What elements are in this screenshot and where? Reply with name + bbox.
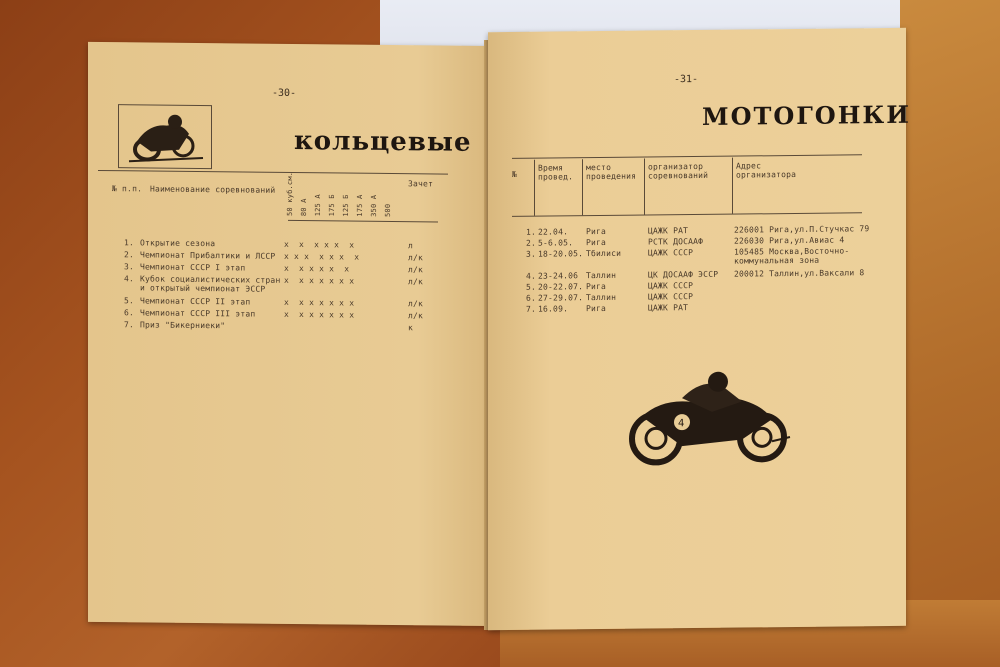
row-address: 105485 Москва,Восточно- коммунальная зона xyxy=(734,246,850,266)
row-place: Рига xyxy=(586,226,607,237)
row-number: 2. xyxy=(124,250,135,260)
row-number: 5. xyxy=(124,296,135,306)
motorcycle-stamp-image xyxy=(118,104,212,169)
motorcycle-racer-illustration xyxy=(622,367,792,469)
row-date: 23-24.06 xyxy=(538,271,579,281)
r-col-sep-1 xyxy=(534,160,535,216)
row-number: 5. xyxy=(526,282,537,292)
row-date: 27-29.07. xyxy=(538,293,584,303)
class-header: 50 куб.см. xyxy=(286,171,294,216)
row-organizer: ЦАЖК РАТ xyxy=(648,303,689,313)
col-number-header: № п.п. xyxy=(112,184,143,194)
row-organizer: ЦАЖК СССР xyxy=(648,281,694,291)
row-number: 7. xyxy=(124,320,135,330)
row-organizer: ЦАЖК РАТ xyxy=(648,226,689,236)
row-credit: л/к xyxy=(408,311,424,321)
class-header: 175 Б xyxy=(328,194,336,217)
left-page-number: -30- xyxy=(272,87,297,100)
class-header: 500 xyxy=(384,203,392,218)
row-organizer: ЦАЖК СССР xyxy=(648,292,694,302)
class-header: 125 А xyxy=(314,194,322,217)
col-credit-header: Зачет xyxy=(408,179,434,189)
row-name: Приз "Бикерниеки" xyxy=(140,320,226,331)
right-table-header-rule xyxy=(512,212,862,217)
row-date: 5-6.05. xyxy=(538,238,574,248)
svg-text:4: 4 xyxy=(678,418,685,430)
row-number: 1. xyxy=(124,238,135,248)
row-credit: л/к xyxy=(408,253,424,263)
row-class-marks: х х х х х х х xyxy=(284,251,360,262)
row-class-marks: х х х х х х xyxy=(284,239,355,250)
row-name: Чемпионат СССР I этап xyxy=(140,262,246,273)
row-name: Чемпионат СССР III этап xyxy=(140,308,256,319)
row-number: 1. xyxy=(526,227,537,237)
row-place: Рига xyxy=(586,237,607,248)
class-header: 80 А xyxy=(300,198,308,217)
row-class-marks: х х х х х х х xyxy=(284,275,355,286)
left-page xyxy=(88,42,500,626)
row-address: 200012 Таллин,ул.Ваксали 8 xyxy=(734,268,865,279)
row-credit: л/к xyxy=(408,265,424,275)
right-page-title: МОТОГОНКИ xyxy=(702,99,911,131)
row-date: 22.04. xyxy=(538,227,569,237)
right-table-top-rule xyxy=(512,154,862,159)
row-name: Чемпионат СССР II этап xyxy=(140,296,251,307)
row-number: 4. xyxy=(526,271,537,281)
table-header-rule xyxy=(288,220,438,223)
r-col-sep-3 xyxy=(644,159,645,215)
row-name: Чемпионат Прибалтики и ЛССР xyxy=(140,250,276,261)
row-number: 7. xyxy=(526,304,537,314)
row-date: 18-20.05. xyxy=(538,249,584,259)
class-header: 350 А xyxy=(370,194,378,217)
r-col-number-header: № xyxy=(512,169,518,179)
row-number: 6. xyxy=(124,308,135,318)
row-place: Рига xyxy=(586,303,607,314)
row-organizer: РСТК ДОСААФ xyxy=(648,236,704,247)
row-number: 3. xyxy=(526,249,537,259)
row-number: 6. xyxy=(526,293,537,303)
row-class-marks: х х х х х х х xyxy=(284,309,355,320)
row-name: Открытие сезона xyxy=(140,238,216,249)
row-address: 226030 Рига,ул.Авиас 4 xyxy=(734,235,845,246)
r-col-addr-header: Адрес организатора xyxy=(736,161,797,180)
row-number: 3. xyxy=(124,262,135,272)
row-place: Тбилиси xyxy=(586,248,622,259)
row-credit: л/к xyxy=(408,299,424,309)
row-number: 2. xyxy=(526,238,537,248)
row-organizer: ЦАЖК СССР xyxy=(648,248,694,258)
col-name-header: Наименование соревнований xyxy=(150,184,276,195)
r-col-place-header: место проведения xyxy=(586,162,637,182)
r-col-sep-4 xyxy=(732,158,733,214)
class-header: 125 Б xyxy=(342,194,350,217)
table-surface-right xyxy=(900,0,1000,667)
row-date: 16.09. xyxy=(538,304,569,314)
row-credit: к xyxy=(408,323,414,333)
row-credit: л xyxy=(408,241,414,251)
row-place: Таллин xyxy=(586,292,617,303)
right-page-number: -31- xyxy=(674,73,699,86)
row-name: Кубок социалистических стран и открытый чемпионат ЭССР xyxy=(140,274,281,294)
r-col-time-header: Время провед. xyxy=(538,163,574,182)
r-col-sep-2 xyxy=(582,159,583,215)
row-credit: л/к xyxy=(408,277,424,287)
row-number: 4. xyxy=(124,274,135,284)
row-class-marks: х х х х х х х xyxy=(284,297,355,308)
table-top-rule xyxy=(98,170,448,175)
right-page xyxy=(488,28,911,630)
left-page-title: кольцевые xyxy=(294,126,472,158)
row-class-marks: х х х х х х xyxy=(284,263,350,274)
row-organizer: ЦК ДОСААФ ЭССР xyxy=(648,269,719,280)
row-place: Таллин xyxy=(586,270,617,281)
row-address: 226001 Рига,ул.П.Стучкас 79 xyxy=(734,224,870,235)
row-place: Рига xyxy=(586,281,607,292)
r-col-org-header: организатор соревнований xyxy=(648,161,709,181)
row-date: 20-22.07. xyxy=(538,282,584,292)
class-header: 175 А xyxy=(356,194,364,217)
